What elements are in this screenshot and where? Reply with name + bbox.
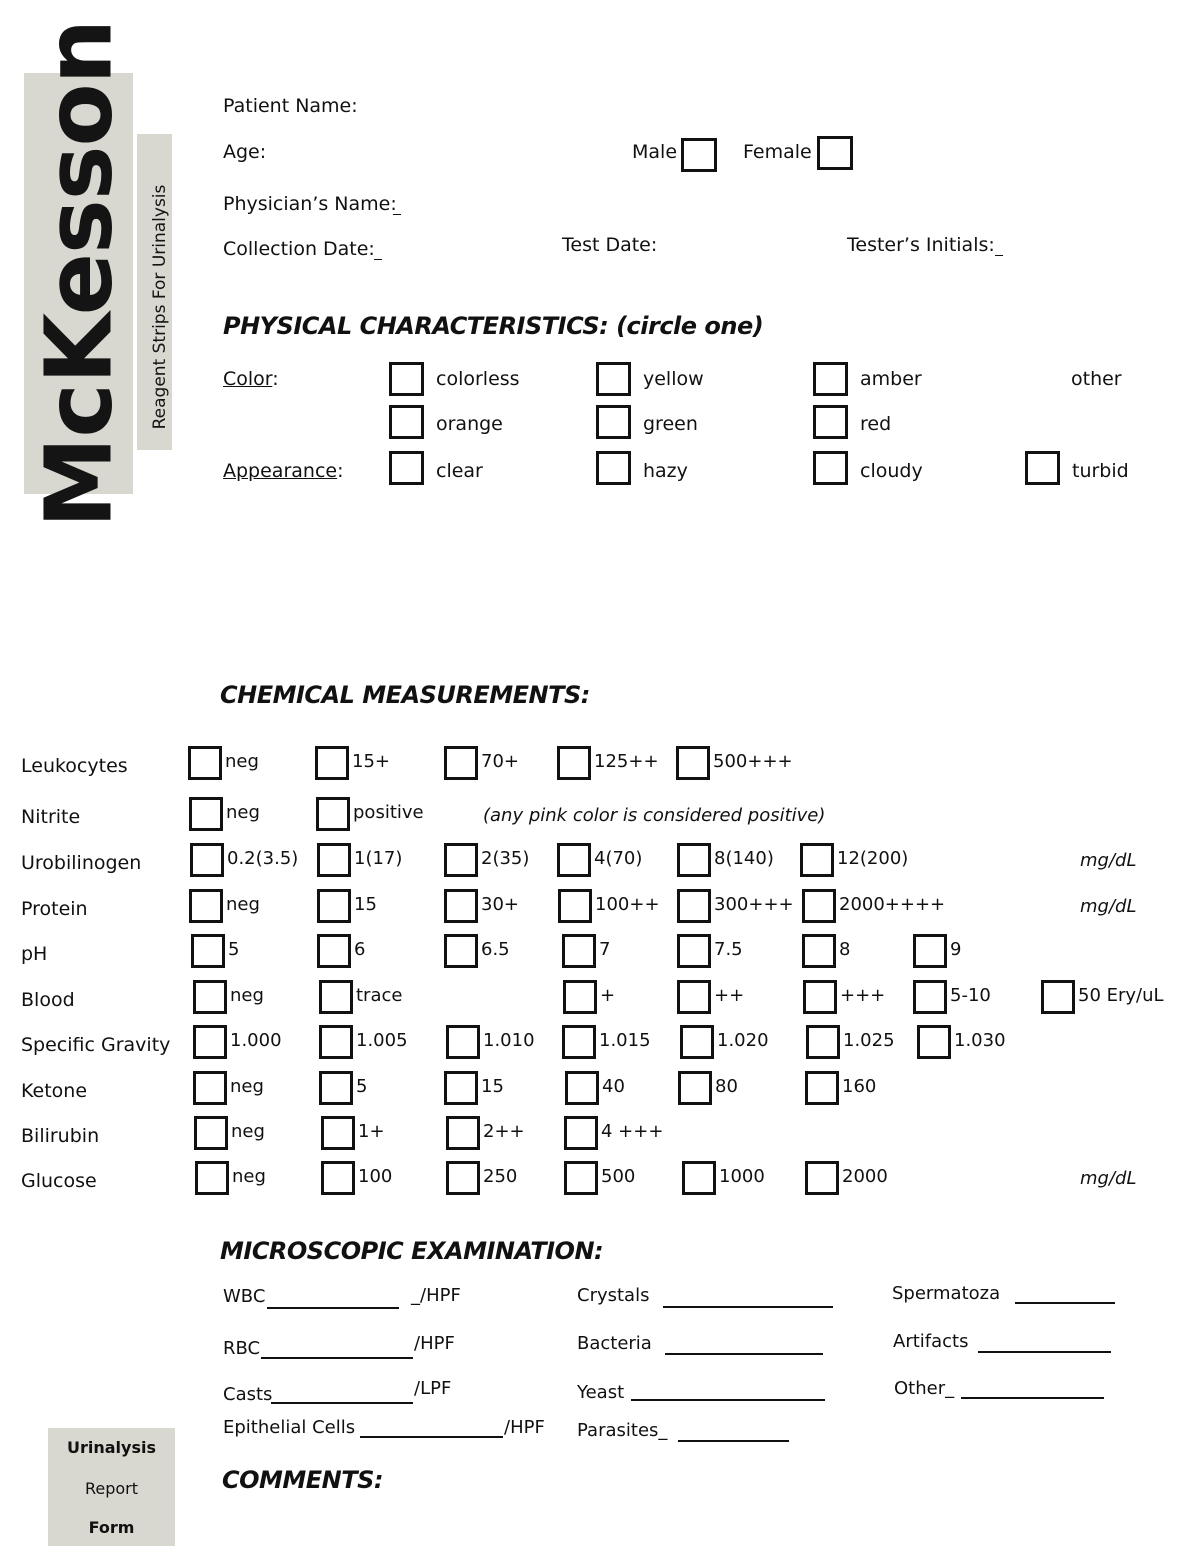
- protein-option-4-checkbox[interactable]: [677, 889, 711, 923]
- blood-option-5-label: 5-10: [950, 985, 991, 1006]
- protein-option-0-label: neg: [226, 894, 260, 915]
- nitrite-option-1-checkbox[interactable]: [316, 797, 350, 831]
- protein-option-2-checkbox[interactable]: [444, 889, 478, 923]
- bilirubin-option-3-label: 4 +++: [601, 1121, 664, 1142]
- specific-gravity-option-5-checkbox[interactable]: [806, 1025, 840, 1059]
- leukocytes-option-3-checkbox[interactable]: [557, 746, 591, 780]
- ph-option-4-checkbox[interactable]: [677, 934, 711, 968]
- other-field[interactable]: [961, 1397, 1104, 1399]
- blood-option-2-checkbox[interactable]: [563, 980, 597, 1014]
- protein-option-0-checkbox[interactable]: [189, 889, 223, 923]
- specific-gravity-label: Specific Gravity: [21, 1034, 171, 1056]
- color-option-colorless-checkbox[interactable]: [389, 362, 424, 396]
- ketone-option-3-checkbox[interactable]: [565, 1071, 599, 1105]
- ph-option-2-checkbox[interactable]: [444, 934, 478, 968]
- ketone-option-0-label: neg: [230, 1076, 264, 1097]
- ph-option-6-label: 9: [950, 939, 962, 960]
- protein-option-1-label: 15: [354, 894, 377, 915]
- urobilinogen-option-1-checkbox[interactable]: [317, 843, 351, 877]
- female-checkbox[interactable]: [817, 136, 853, 170]
- female-label: Female: [743, 141, 812, 163]
- bacteria-field[interactable]: [665, 1353, 823, 1355]
- specific-gravity-option-1-checkbox[interactable]: [319, 1025, 353, 1059]
- patient-name-label: Patient Name:: [223, 95, 358, 117]
- tester-initials-label: Tester’s Initials:: [847, 234, 995, 256]
- parasites-field[interactable]: [678, 1440, 789, 1442]
- ketone-option-2-checkbox[interactable]: [444, 1071, 478, 1105]
- leukocytes-option-2-checkbox[interactable]: [444, 746, 478, 780]
- ketone-option-4-checkbox[interactable]: [678, 1071, 712, 1105]
- collection-date-field[interactable]: [374, 259, 382, 260]
- ph-option-3-checkbox[interactable]: [562, 934, 596, 968]
- glucose-option-0-label: neg: [232, 1166, 266, 1187]
- crystals-label: Crystals: [577, 1285, 650, 1306]
- specific-gravity-option-0-checkbox[interactable]: [193, 1025, 227, 1059]
- blood-label: Blood: [21, 989, 75, 1011]
- protein-option-4-label: 300+++: [714, 894, 794, 915]
- artifacts-label: Artifacts: [893, 1331, 969, 1352]
- glucose-option-2-checkbox[interactable]: [446, 1161, 480, 1195]
- appearance-option-hazy-checkbox[interactable]: [596, 451, 631, 485]
- glucose-option-4-checkbox[interactable]: [682, 1161, 716, 1195]
- ketone-option-1-label: 5: [356, 1076, 368, 1097]
- male-checkbox[interactable]: [681, 138, 717, 172]
- ketone-option-5-checkbox[interactable]: [805, 1071, 839, 1105]
- crystals-field[interactable]: [663, 1306, 833, 1308]
- glucose-option-0-checkbox[interactable]: [195, 1161, 229, 1195]
- other-label: Other_: [894, 1378, 955, 1399]
- urobilinogen-label: Urobilinogen: [21, 852, 142, 874]
- report-tag-line-3: Form: [88, 1518, 135, 1537]
- urobilinogen-unit: mg/dL: [1080, 850, 1137, 871]
- blood-option-6-checkbox[interactable]: [1041, 980, 1075, 1014]
- ph-option-4-label: 7.5: [714, 939, 743, 960]
- color-option-yellow-checkbox[interactable]: [596, 362, 631, 396]
- blood-option-4-label: +++: [840, 985, 886, 1006]
- report-tag-line-2: Report: [84, 1479, 139, 1498]
- leukocytes-option-0-checkbox[interactable]: [188, 746, 222, 780]
- epithelial-field[interactable]: [360, 1436, 503, 1438]
- brand-subtitle: Reagent Strips For Urinalysis: [150, 184, 170, 430]
- glucose-option-3-checkbox[interactable]: [564, 1161, 598, 1195]
- ph-option-5-checkbox[interactable]: [802, 934, 836, 968]
- ph-option-1-checkbox[interactable]: [317, 934, 351, 968]
- protein-label: Protein: [21, 898, 88, 920]
- ketone-label: Ketone: [21, 1080, 88, 1102]
- physician-name-label: Physician’s Name:: [223, 193, 397, 215]
- appearance-label: Appearance:: [223, 460, 344, 482]
- specific-gravity-option-2-checkbox[interactable]: [446, 1025, 480, 1059]
- color-option-red-checkbox[interactable]: [813, 405, 848, 439]
- nitrite-note: (any pink color is considered positive): [483, 805, 826, 826]
- casts-unit: /LPF: [414, 1378, 452, 1399]
- leukocytes-option-4-checkbox[interactable]: [676, 746, 710, 780]
- chemical-heading: CHEMICAL MEASUREMENTS:: [220, 681, 590, 709]
- glucose-option-1-label: 100: [358, 1166, 393, 1187]
- glucose-unit: mg/dL: [1080, 1168, 1137, 1189]
- color-option-other[interactable]: other: [1071, 368, 1122, 390]
- ph-option-0-label: 5: [228, 939, 240, 960]
- urobilinogen-option-4-label: 8(140): [714, 848, 774, 869]
- age-label: Age:: [223, 141, 267, 163]
- rbc-unit: /HPF: [414, 1333, 455, 1354]
- glucose-option-2-label: 250: [483, 1166, 518, 1187]
- urobilinogen-option-5-checkbox[interactable]: [800, 843, 834, 877]
- specific-gravity-option-6-checkbox[interactable]: [917, 1025, 951, 1059]
- yeast-label: Yeast: [577, 1382, 625, 1403]
- ph-option-3-label: 7: [599, 939, 611, 960]
- leukocytes-label: Leukocytes: [21, 755, 128, 777]
- wbc-label: WBC: [223, 1286, 266, 1307]
- bilirubin-label: Bilirubin: [21, 1125, 100, 1147]
- appearance-option-cloudy-checkbox[interactable]: [813, 451, 848, 485]
- blood-option-3-label: ++: [714, 985, 745, 1006]
- protein-option-1-checkbox[interactable]: [317, 889, 351, 923]
- nitrite-option-0-label: neg: [226, 802, 260, 823]
- ph-option-2-label: 6.5: [481, 939, 510, 960]
- color-option-red: red: [860, 413, 892, 435]
- protein-option-2-label: 30+: [481, 894, 519, 915]
- glucose-label: Glucose: [21, 1170, 97, 1192]
- wbc-field[interactable]: [267, 1307, 399, 1309]
- spermatoza-field[interactable]: [1015, 1302, 1115, 1304]
- glucose-option-5-checkbox[interactable]: [805, 1161, 839, 1195]
- casts-field[interactable]: [271, 1402, 413, 1404]
- protein-option-3-checkbox[interactable]: [558, 889, 592, 923]
- blood-option-1-label: trace: [356, 985, 403, 1006]
- epithelial-label: Epithelial Cells: [223, 1417, 356, 1438]
- test-date-label: Test Date:: [562, 234, 658, 256]
- specific-gravity-option-1-label: 1.005: [356, 1030, 408, 1051]
- report-tag-line-1: Urinalysis: [67, 1438, 156, 1457]
- protein-unit: mg/dL: [1080, 896, 1137, 917]
- protein-option-3-label: 100++: [595, 894, 660, 915]
- nitrite-option-0-checkbox[interactable]: [189, 797, 223, 831]
- blood-option-4-checkbox[interactable]: [803, 980, 837, 1014]
- specific-gravity-option-2-label: 1.010: [483, 1030, 535, 1051]
- specific-gravity-option-4-checkbox[interactable]: [680, 1025, 714, 1059]
- ketone-option-4-label: 80: [715, 1076, 738, 1097]
- color-option-amber: amber: [860, 368, 922, 390]
- nitrite-label: Nitrite: [21, 806, 81, 828]
- specific-gravity-option-0-label: 1.000: [230, 1030, 282, 1051]
- bilirubin-option-0-label: neg: [231, 1121, 265, 1142]
- artifacts-field[interactable]: [978, 1351, 1111, 1353]
- protein-option-5-label: 2000++++: [839, 894, 946, 915]
- bilirubin-option-3-checkbox[interactable]: [564, 1116, 598, 1150]
- ketone-option-3-label: 40: [602, 1076, 625, 1097]
- comments-heading: COMMENTS:: [222, 1466, 384, 1494]
- color-option-orange-checkbox[interactable]: [389, 405, 424, 439]
- ketone-option-2-label: 15: [481, 1076, 504, 1097]
- leukocytes-option-1-checkbox[interactable]: [315, 746, 349, 780]
- color-option-green-checkbox[interactable]: [596, 405, 631, 439]
- parasites-label: Parasites_: [577, 1420, 668, 1441]
- blood-option-3-checkbox[interactable]: [677, 980, 711, 1014]
- color-option-green: green: [643, 413, 698, 435]
- nitrite-option-1-label: positive: [353, 802, 424, 823]
- blood-option-0-checkbox[interactable]: [193, 980, 227, 1014]
- physician-name-field[interactable]: [393, 214, 401, 215]
- urobilinogen-option-2-checkbox[interactable]: [444, 843, 478, 877]
- urobilinogen-option-2-label: 2(35): [481, 848, 530, 869]
- appearance-option-clear-checkbox[interactable]: [389, 451, 424, 485]
- appearance-option-cloudy: cloudy: [860, 460, 923, 482]
- color-option-orange: orange: [436, 413, 503, 435]
- appearance-option-hazy: hazy: [643, 460, 688, 482]
- ph-option-0-checkbox[interactable]: [191, 934, 225, 968]
- bilirubin-option-2-label: 2++: [483, 1121, 525, 1142]
- blood-option-5-checkbox[interactable]: [913, 980, 947, 1014]
- physical-heading: PHYSICAL CHARACTERISTICS: (circle one): [223, 312, 764, 340]
- ph-option-5-label: 8: [839, 939, 851, 960]
- urobilinogen-option-3-label: 4(70): [594, 848, 643, 869]
- color-option-yellow: yellow: [643, 368, 704, 390]
- ketone-option-1-checkbox[interactable]: [319, 1071, 353, 1105]
- male-label: Male: [632, 141, 678, 163]
- color-option-colorless: colorless: [436, 368, 520, 390]
- rbc-field[interactable]: [261, 1357, 413, 1359]
- ketone-option-0-checkbox[interactable]: [193, 1071, 227, 1105]
- bacteria-label: Bacteria: [577, 1333, 652, 1354]
- protein-option-5-checkbox[interactable]: [802, 889, 836, 923]
- leukocytes-option-4-label: 500+++: [713, 751, 793, 772]
- bilirubin-option-1-label: 1+: [358, 1121, 385, 1142]
- leukocytes-option-1-label: 15+: [352, 751, 390, 772]
- glucose-option-1-checkbox[interactable]: [321, 1161, 355, 1195]
- leukocytes-option-0-label: neg: [225, 751, 259, 772]
- report-form-tag: [48, 1428, 175, 1546]
- urobilinogen-option-3-checkbox[interactable]: [557, 843, 591, 877]
- specific-gravity-option-4-label: 1.020: [717, 1030, 769, 1051]
- urobilinogen-option-1-label: 1(17): [354, 848, 403, 869]
- tester-initials-field[interactable]: [995, 255, 1003, 256]
- yeast-field[interactable]: [631, 1399, 825, 1401]
- urobilinogen-option-5-label: 12(200): [837, 848, 909, 869]
- leukocytes-option-2-label: 70+: [481, 751, 519, 772]
- epithelial-unit: /HPF: [504, 1417, 545, 1438]
- specific-gravity-option-6-label: 1.030: [954, 1030, 1006, 1051]
- ph-option-6-checkbox[interactable]: [913, 934, 947, 968]
- blood-option-0-label: neg: [230, 985, 264, 1006]
- blood-option-1-checkbox[interactable]: [319, 980, 353, 1014]
- ph-option-1-label: 6: [354, 939, 366, 960]
- appearance-option-turbid: turbid: [1072, 460, 1129, 482]
- brand-logo: McKesson: [25, 19, 133, 529]
- glucose-option-4-label: 1000: [719, 1166, 765, 1187]
- urobilinogen-option-0-checkbox[interactable]: [190, 843, 224, 877]
- color-label: Color:: [223, 368, 279, 390]
- microscopic-heading: MICROSCOPIC EXAMINATION:: [220, 1237, 604, 1265]
- blood-option-2-label: +: [600, 985, 616, 1006]
- urobilinogen-option-0-label: 0.2(3.5): [227, 848, 299, 869]
- spermatoza-label: Spermatoza: [892, 1283, 1001, 1304]
- color-option-amber-checkbox[interactable]: [813, 362, 848, 396]
- glucose-option-3-label: 500: [601, 1166, 636, 1187]
- specific-gravity-option-3-checkbox[interactable]: [562, 1025, 596, 1059]
- glucose-option-5-label: 2000: [842, 1166, 888, 1187]
- ketone-option-5-label: 160: [842, 1076, 877, 1097]
- appearance-option-clear: clear: [436, 460, 483, 482]
- bilirubin-option-1-checkbox[interactable]: [321, 1116, 355, 1150]
- rbc-label: RBC: [223, 1338, 261, 1359]
- urobilinogen-option-4-checkbox[interactable]: [677, 843, 711, 877]
- appearance-option-turbid-checkbox[interactable]: [1025, 451, 1060, 485]
- collection-date-label: Collection Date:: [223, 238, 375, 260]
- casts-label: Casts: [223, 1384, 273, 1405]
- blood-option-6-label: 50 Ery/uL: [1078, 985, 1164, 1006]
- bilirubin-option-2-checkbox[interactable]: [446, 1116, 480, 1150]
- specific-gravity-option-3-label: 1.015: [599, 1030, 651, 1051]
- wbc-unit: _/HPF: [411, 1285, 461, 1306]
- bilirubin-option-0-checkbox[interactable]: [194, 1116, 228, 1150]
- specific-gravity-option-5-label: 1.025: [843, 1030, 895, 1051]
- leukocytes-option-3-label: 125++: [594, 751, 659, 772]
- ph-label: pH: [21, 943, 48, 965]
